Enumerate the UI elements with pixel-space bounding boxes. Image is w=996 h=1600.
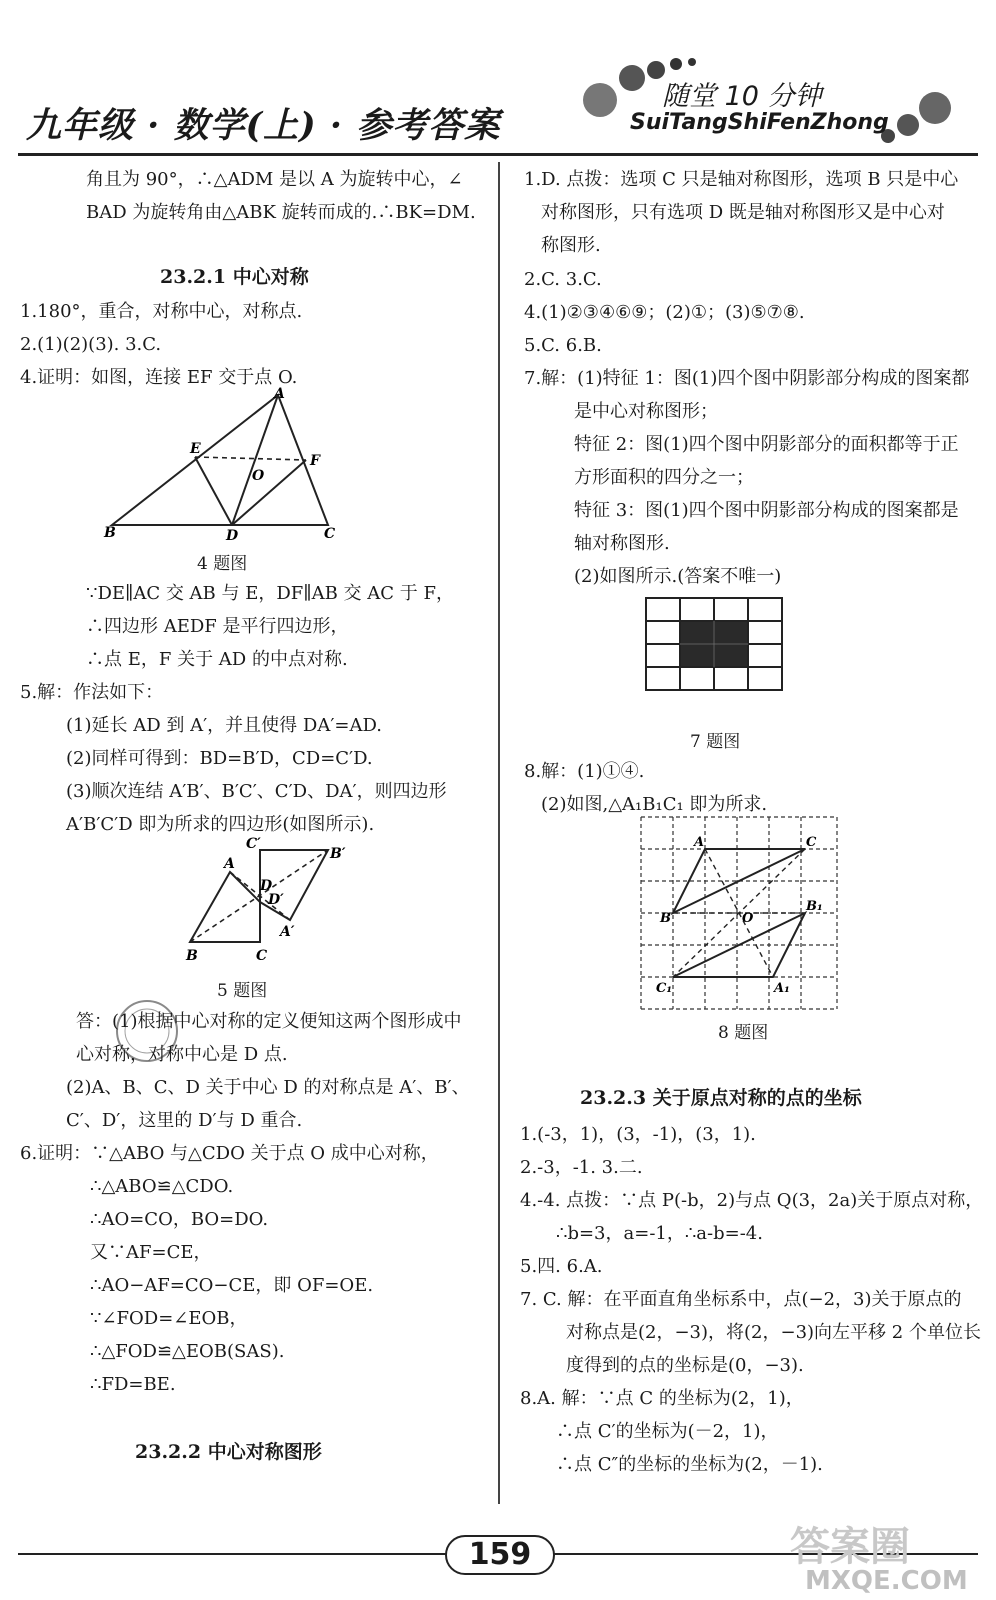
text-line: (2)如图所示.(答案不唯一) [574,566,782,587]
text-line: 方形面积的四分之一； [574,467,754,488]
text-line: 称图形. [541,235,601,256]
text-line: ∴AO−AF=CO−CE，即 OF=OE. [90,1275,374,1296]
fig8-label: B₁ [806,899,823,914]
text-line: ∵DE∥AC 交 AB 与 E，DF∥AB 交 AC 于 F， [86,583,454,604]
section-heading: 23.2.3 关于原点对称的点的坐标 [580,1087,862,1109]
fig8-label: C₁ [656,981,673,996]
brand-chinese: 随堂 10 分钟 [662,81,822,112]
text-line: ∴AO=CO，BO=DO. [90,1209,269,1230]
fig8-label: A [694,835,705,850]
text-line: (3)顺次连结 A′B′、B′C′、C′D、DA′，则四边形 [66,781,447,802]
text-line: 6.证明：∵△ABO 与△CDO 关于点 O 成中心对称， [20,1143,439,1164]
text-line: 4.证明：如图，连接 EF 交于点 O. [20,367,298,388]
fig8-label: O [742,911,754,926]
text-line: 5.四. 6.A. [520,1256,603,1277]
text-line: 2.(1)(2)(3). 3.C. [20,334,162,355]
fig4-label: E [190,441,201,457]
page-number: 159 [445,1535,555,1575]
text-line: ∵∠FOD=∠EOB， [90,1308,248,1329]
figure-caption: 8 题图 [718,1023,769,1043]
fig4-label: F [310,453,320,469]
fig5-label: C [256,948,268,964]
fig8-label: C [806,835,817,850]
text-line: 7.解：(1)特征 1：图(1)四个图中阴影部分构成的图案都 [524,368,970,389]
text-line: 2.-3，-1. 3.二. [520,1157,643,1178]
text-line: A′B′C′D 即为所求的四边形(如图所示). [66,814,375,835]
text-line: 对称点是(2，−3)，将(2，−3)向左平移 2 个单位长 [566,1322,981,1343]
text-line: 5.C. 6.B. [524,335,602,356]
text-line: 度得到的点的坐标是(0，−3). [566,1355,804,1376]
brand-pinyin: SuiTangShiFenZhong [630,110,889,135]
text-line: ∴点 C″的坐标的坐标为(2，－1). [556,1454,823,1475]
fig5-label: A′ [280,924,295,940]
fig4-label: B [104,525,116,541]
text-line: 4.(1)②③④⑥⑨；(2)①；(3)⑤⑦⑧. [524,302,805,323]
text-line: 特征 3：图(1)四个图中阴影部分构成的图案都是 [574,500,959,521]
header-rule [18,153,978,156]
text-line: (2)同样可得到：BD=B′D，CD=C′D. [66,748,373,769]
text-line: 1.180°，重合，对称中心，对称点. [20,301,303,322]
text-line: 心对称，对称中心是 D 点. [76,1044,288,1065]
fig4-label: C [324,526,336,542]
text-line: 7. C. 解：在平面直角坐标系中，点(−2，3)关于原点的 [520,1289,962,1310]
text-line: 8.解：(1)①④. [524,761,645,782]
fig5-label: B′ [330,846,346,862]
fig4-label: O [252,468,265,484]
figure-4 [100,385,350,555]
text-line: 又∵AF=CE， [90,1242,212,1263]
fig5-label: B [186,948,198,964]
fig8-label: A₁ [774,981,790,996]
text-line: 特征 2：图(1)四个图中阴影部分的面积都等于正 [574,434,959,455]
fig5-label: D′ [268,892,284,908]
figure-5 [180,832,360,972]
fig5-label: C′ [246,836,261,852]
text-line: 轴对称图形. [574,533,670,554]
section-heading: 23.2.2 中心对称图形 [135,1441,322,1463]
text-line: BAD 为旋转角由△ABK 旋转而成的.∴BK=DM. [86,202,476,223]
text-line: (2)A、B、C、D 关于中心 D 的对称点是 A′、B′、 [66,1077,470,1098]
text-line: 1.(-3，1)，(3，-1)，(3，1). [520,1124,756,1145]
text-line: 角且为 90°，∴△ADM 是以 A 为旋转中心，∠ [86,169,463,190]
column-divider [498,162,500,1504]
text-line: 对称图形，只有选项 D 既是轴对称图形又是中心对 [541,202,945,223]
text-line: 1.D. 点拨：选项 C 只是轴对称图形，选项 B 只是中心 [524,169,959,190]
text-line: ∴四边形 AEDF 是平行四边形， [86,616,349,637]
figure-caption: 5 题图 [217,981,268,1001]
figure-8-grid [640,816,840,1012]
text-line: (1)延长 AD 到 A′，并且使得 DA′=AD. [66,715,383,736]
page-title: 九年级 · 数学(上) · 参考答案 [26,105,501,146]
text-line: (2)如图,△A₁B₁C₁ 即为所求. [541,794,768,815]
fig5-label: A [224,856,235,872]
text-line: 2.C. 3.C. [524,269,602,290]
text-line: ∴b=3，a=-1，∴a-b=-4. [556,1223,763,1244]
figure-7-grid [645,597,785,691]
text-line: ∴FD=BE. [90,1374,176,1395]
text-line: ∴△FOD≌△EOB(SAS). [90,1341,285,1362]
text-line: ∴点 C′的坐标为(－2，1)， [556,1421,779,1442]
text-line: 答：(1)根据中心对称的定义便知这两个图形成中 [76,1011,462,1032]
watermark-logo: 答案圈 [790,1524,910,1570]
fig5-label: D [260,878,273,894]
text-line: C′、D′，这里的 D′与 D 重合. [66,1110,303,1131]
section-heading: 23.2.1 中心对称 [160,266,309,288]
text-line: ∴点 E，F 关于 AD 的中点对称. [86,649,348,670]
fig4-label: A [274,386,285,402]
fig8-label: B [660,911,671,926]
watermark-url: MXQE.COM [805,1566,968,1596]
text-line: 8.A. 解：∵点 C 的坐标为(2，1)， [520,1388,804,1409]
text-line: 4.-4. 点拨：∵点 P(-b，2)与点 Q(3，2a)关于原点对称， [520,1190,984,1211]
text-line: ∴△ABO≌△CDO. [90,1176,234,1197]
text-line: 5.解：作法如下： [20,682,164,703]
fig4-label: D [226,528,239,544]
text-line: 是中心对称图形； [574,401,718,422]
figure-caption: 4 题图 [197,554,248,574]
figure-caption: 7 题图 [690,732,741,752]
